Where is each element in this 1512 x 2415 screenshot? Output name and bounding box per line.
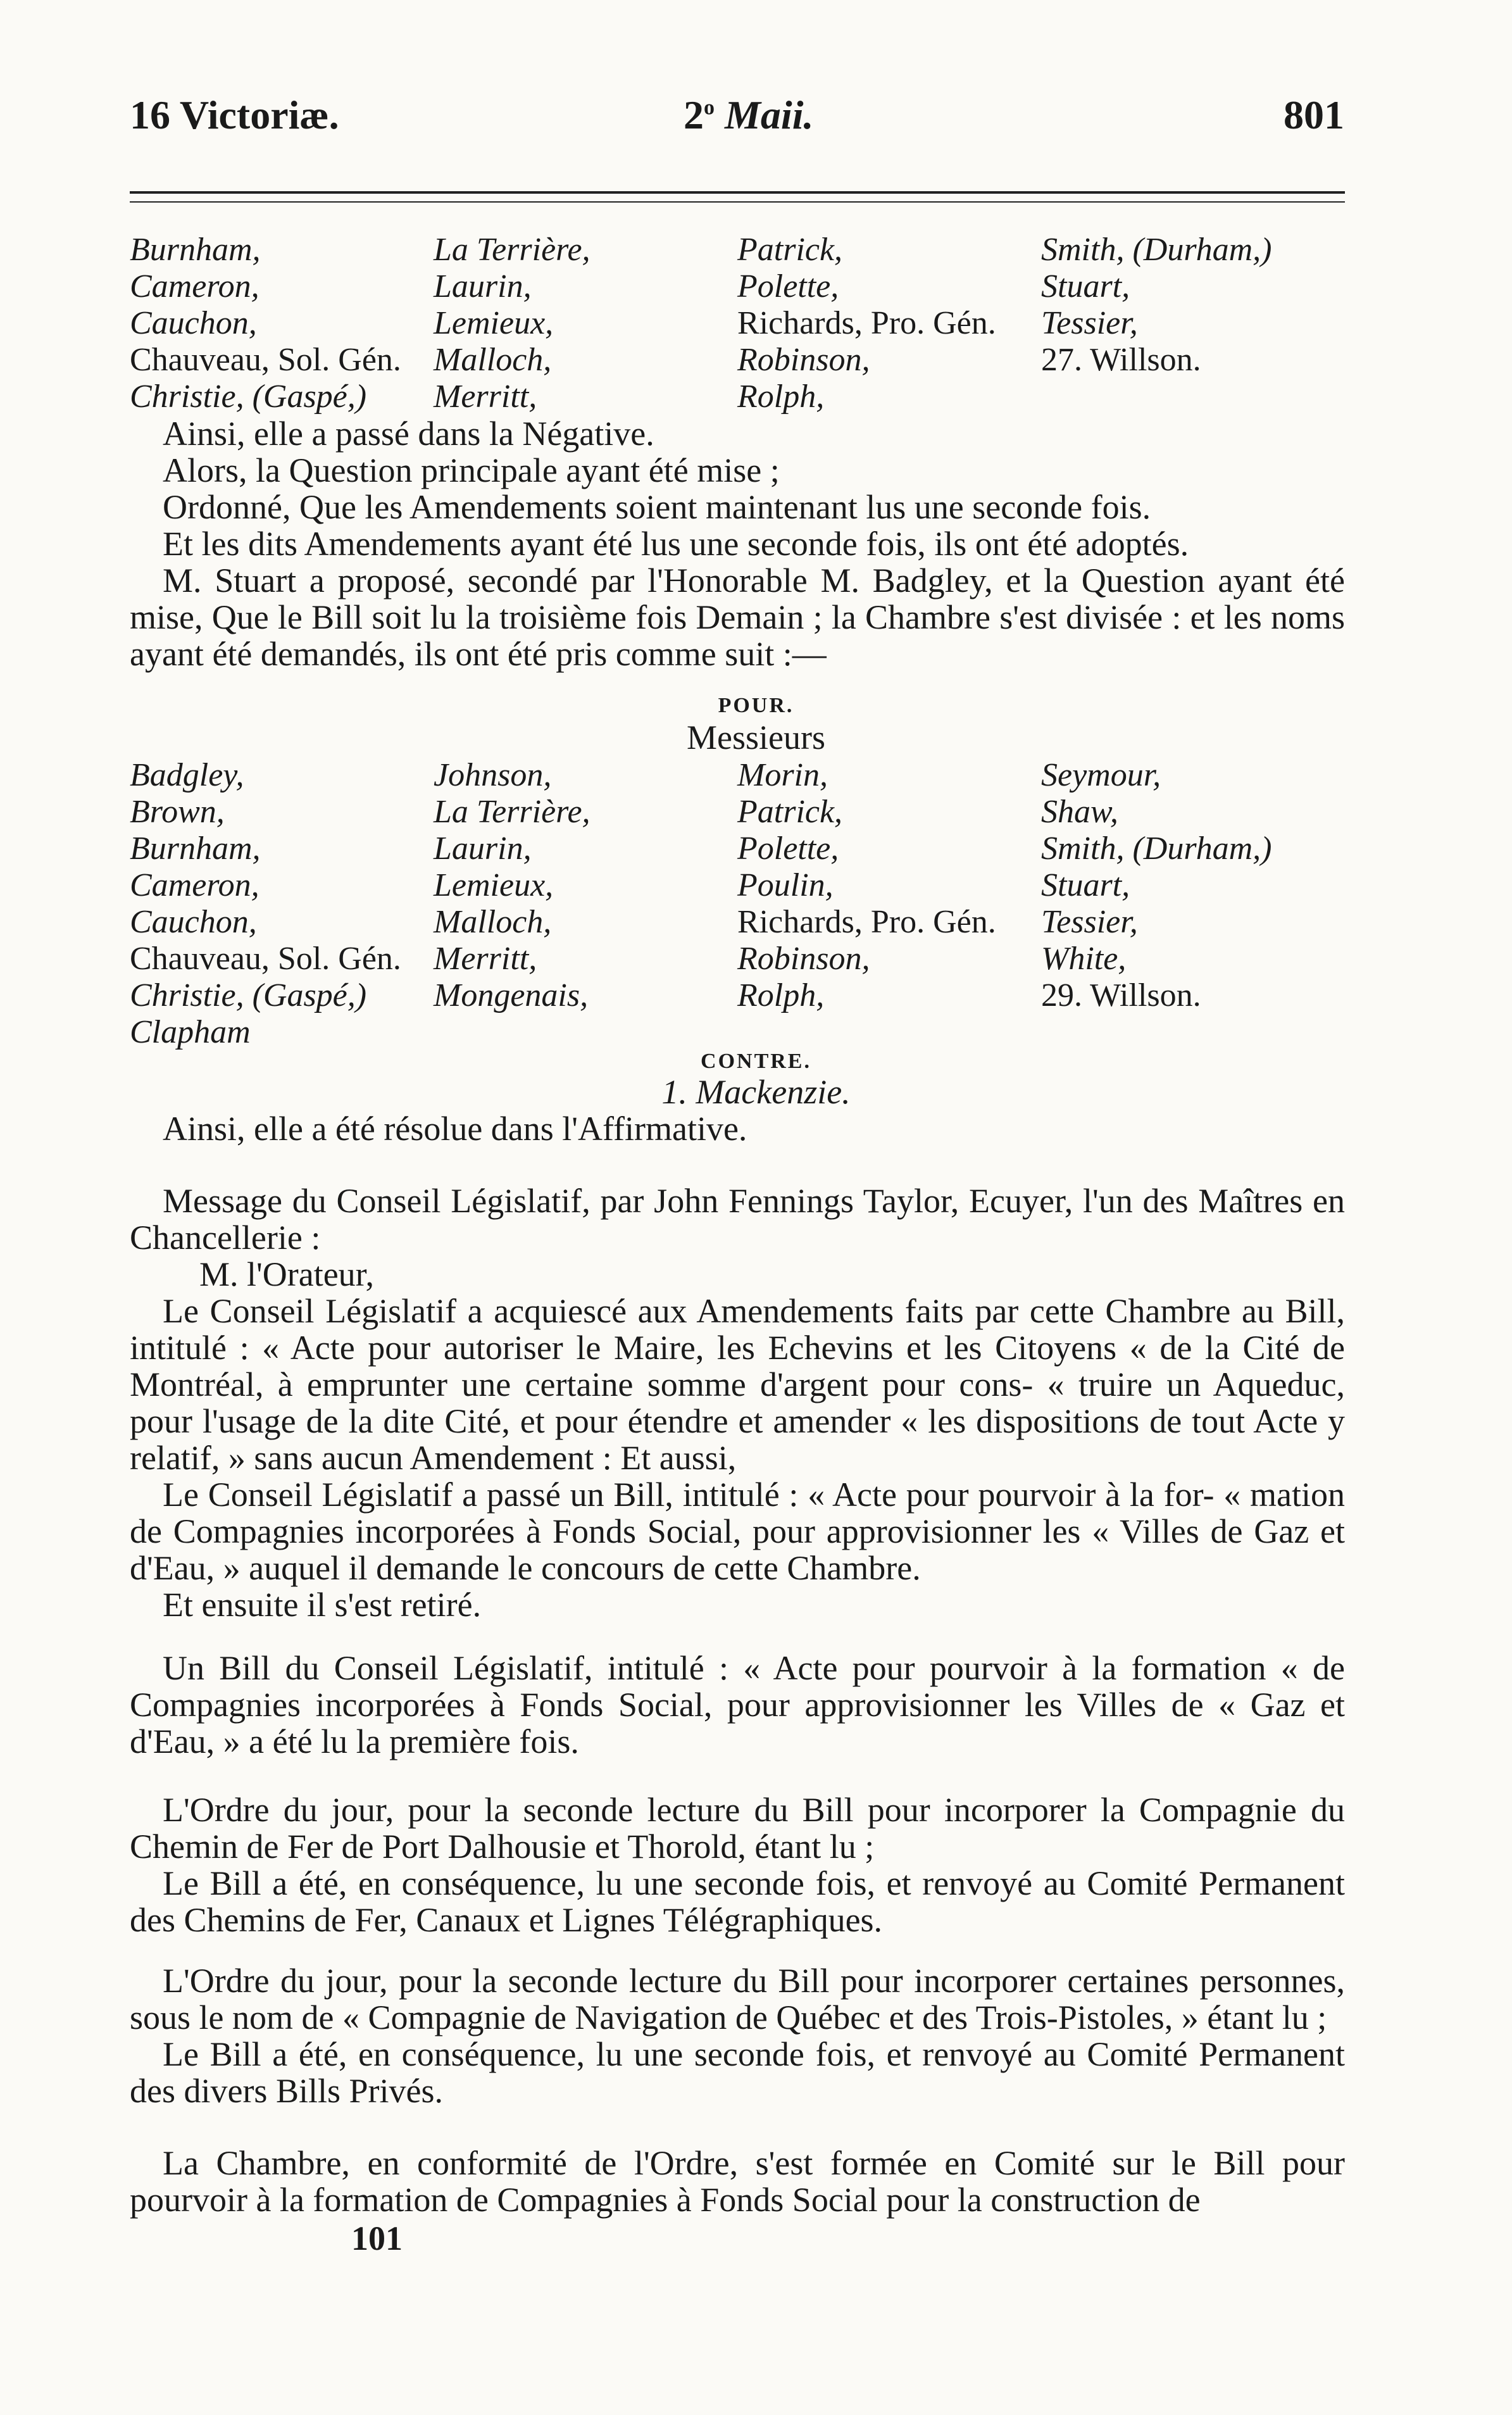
messieurs-heading: Messieurs (687, 718, 825, 756)
member-name: Patrick, (737, 794, 843, 830)
member-name: Tessier, (1041, 904, 1138, 940)
paragraph: Ainsi, elle a passé dans la Négative. (163, 415, 654, 453)
date-sup: o (704, 96, 715, 120)
member-name: Chauveau, Sol. Gén. (130, 941, 401, 977)
paragraph: Le Conseil Législatif a passé un Bill, intitulé : « Acte pour pourvoir à la for- « mation de Compagnies incorporées à Fonds Social, pour approvisionner les « Villes de Gaz et d'Eau, » auquel il demande le concours de cette Chambre. (130, 1476, 1345, 1587)
vote-column-2 (434, 757, 590, 1014)
proceedings-text-1 (130, 415, 1345, 672)
member-name: Shaw, (1041, 794, 1118, 830)
header-rule (130, 191, 1345, 194)
member-name: 27. Willson. (1041, 342, 1201, 378)
resolution-line: Ainsi, elle a été résolue dans l'Affirmative. (163, 1110, 747, 1148)
vote-column-1 (130, 757, 401, 1051)
member-name: 29. Willson. (1041, 977, 1201, 1013)
member-name: Merritt, (434, 379, 537, 415)
member-name: Lemieux, (434, 867, 554, 903)
member-name: Richards, Pro. Gén. (737, 904, 996, 940)
member-name: Badgley, (130, 757, 244, 793)
member-name: Christie, (Gaspé,) (130, 977, 367, 1013)
message-conseil (130, 1182, 1345, 1623)
contre-heading: CONTRE. (701, 1050, 811, 1073)
vote-column-1 (130, 232, 401, 415)
member-name: Lemieux, (434, 305, 554, 341)
paragraph: M. Stuart a proposé, secondé par l'Honorable M. Badgley, et la Question ayant été mise, Que le Bill soit lu la troisième fois Demain ; la Chambre s'est divisée : et les noms ayant été demandés, ils ont été pris comme suit :— (130, 561, 1345, 673)
member-name: Poulin, (737, 867, 834, 903)
paragraph: Et les dits Amendements ayant été lus une seconde fois, ils ont été adoptés. (163, 525, 1189, 563)
running-header-date (684, 92, 814, 137)
member-name: Laurin, (434, 268, 532, 304)
vote-column-4 (1041, 232, 1271, 415)
member-name: La Terrière, (434, 232, 590, 268)
member-name: La Terrière, (434, 794, 590, 830)
member-name: Cauchon, (130, 305, 257, 341)
member-name: Smith, (Durham,) (1041, 831, 1272, 867)
member-name: Robinson, (737, 941, 870, 977)
vote-column-3 (737, 757, 996, 1014)
member-name: Johnson, (434, 757, 552, 793)
member-name: Cameron, (130, 268, 259, 304)
member-name: Malloch, (434, 904, 552, 940)
header-rule-thin (130, 201, 1345, 203)
contre-member: 1. Mackenzie. (661, 1073, 851, 1111)
member-name: Burnham, (130, 232, 261, 268)
member-name: Patrick, (737, 232, 843, 268)
vote-column-2 (434, 232, 590, 415)
member-name: Chauveau, Sol. Gén. (130, 342, 401, 378)
member-name (1041, 379, 1271, 415)
salutation: M. l'Orateur, (199, 1255, 374, 1293)
vote-column-3 (737, 232, 996, 415)
paragraph: Le Conseil Législatif a acquiescé aux Amendements faits par cette Chambre au Bill, intitulé : « Acte pour autoriser le Maire, les Echevins et les Citoyens « de la Cité de Montréal, à emprunter une certaine somme d'argent pour cons- « truire un Aqueduc, pour l'usage de la dite Cité, et pour étendre et amender « les dispositions de tout Acte y relatif, » sans aucun Amendement : Et aussi, (130, 1292, 1345, 1477)
member-name: Robinson, (737, 342, 870, 378)
member-name: White, (1041, 941, 1127, 977)
signature-mark: 101 (351, 2219, 403, 2257)
member-name: Christie, (Gaspé,) (130, 379, 367, 415)
member-name: Cauchon, (130, 904, 257, 940)
page-number: 801 (1284, 92, 1344, 137)
member-name: Cameron, (130, 867, 259, 903)
paragraph: L'Ordre du jour, pour la seconde lecture du Bill pour incorporer la Compagnie du Chemin de Fer de Port Dalhousie et Thorold, étant lu ; (130, 1791, 1345, 1866)
member-name: Malloch, (434, 342, 552, 378)
running-header-left: 16 Victoriæ. (130, 92, 339, 137)
paragraph: Message du Conseil Législatif, par John Fennings Taylor, Ecuyer, l'un des Maîtres en Chancellerie : (130, 1182, 1345, 1257)
member-name: Rolph, (737, 379, 825, 415)
member-name: Rolph, (737, 977, 825, 1013)
pour-heading: POUR. (718, 694, 794, 717)
member-name: Polette, (737, 268, 839, 304)
ordre-du-jour-1 (130, 1791, 1345, 1938)
member-name: Richards, Pro. Gén. (737, 305, 996, 341)
paragraph: Le Bill a été, en conséquence, lu une seconde fois, et renvoyé au Comité Permanent des Chemins de Fer, Canaux et Lignes Télégraphiques. (130, 1864, 1345, 1939)
member-name: Seymour, (1041, 757, 1161, 793)
paragraph: Ordonné, Que les Amendements soient maintenant lus une seconde fois. (163, 488, 1151, 526)
member-name: Morin, (737, 757, 828, 793)
member-name: Merritt, (434, 941, 537, 977)
comite-paragraph: La Chambre, en conformité de l'Ordre, s'est formée en Comité sur le Bill pour pourvoir à la formation de Compagnies à Fonds Social pour la construction de (130, 2144, 1345, 2219)
member-name: Laurin, (434, 831, 532, 867)
ordre-du-jour-2 (130, 1962, 1345, 2109)
member-name: Brown, (130, 794, 225, 830)
paragraph: L'Ordre du jour, pour la seconde lecture du Bill pour incorporer certaines personnes, sous le nom de « Compagnie de Navigation de Québec et des Trois-Pistoles, » étant lu ; (130, 1962, 1345, 2036)
member-name: Polette, (737, 831, 839, 867)
paragraph: Alors, la Question principale ayant été mise ; (163, 451, 780, 489)
member-name: Clapham (130, 1014, 251, 1050)
date-day: 2 (684, 92, 704, 137)
paragraph: Et ensuite il s'est retiré. (163, 1586, 482, 1624)
member-name: Burnham, (130, 831, 261, 867)
member-name: Smith, (Durham,) (1041, 232, 1272, 268)
vote-column-4 (1041, 757, 1271, 1014)
member-name: Stuart, (1041, 268, 1130, 304)
bill-conseil-paragraph: Un Bill du Conseil Législatif, intitulé : « Acte pour pourvoir à la formation « de Compagnies incorporées à Fonds Social, pour approvisionner les Villes de « Gaz et d'Eau, » a été lu la première fois. (130, 1649, 1345, 1760)
member-name: Mongenais, (434, 977, 589, 1013)
paragraph: Le Bill a été, en conséquence, lu une seconde fois, et renvoyé au Comité Permanent des divers Bills Privés. (130, 2035, 1345, 2110)
member-name: Tessier, (1041, 305, 1138, 341)
date-month: Maii. (725, 92, 814, 137)
member-name: Stuart, (1041, 867, 1130, 903)
